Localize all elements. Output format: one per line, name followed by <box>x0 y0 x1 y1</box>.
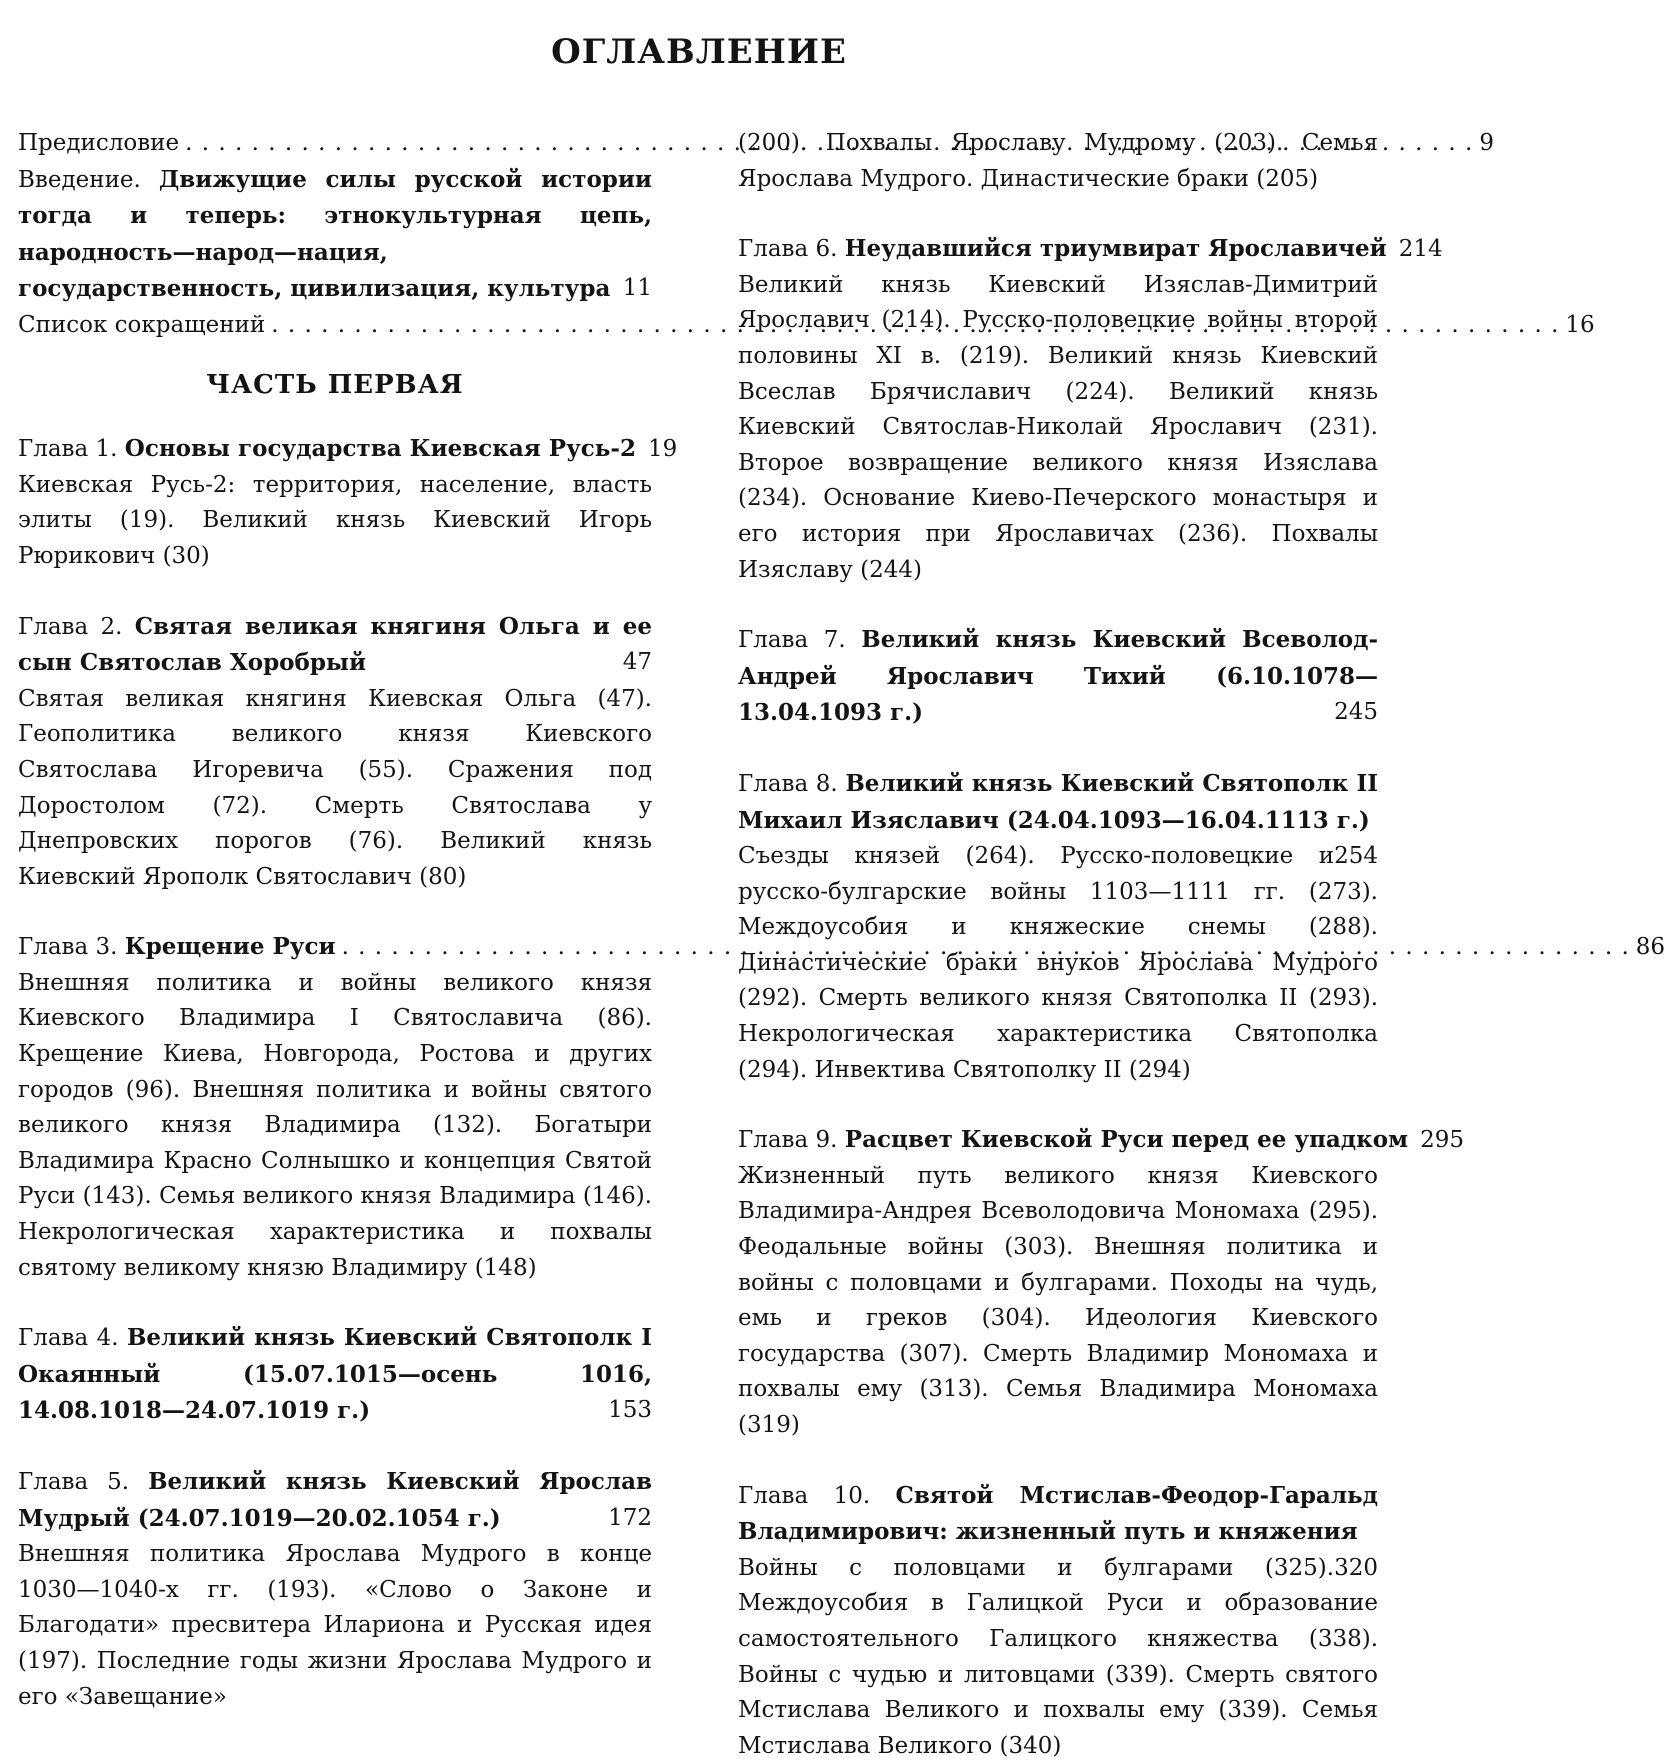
page-number: 86 <box>1635 934 1665 961</box>
toc-entry-chapter-5[interactable] <box>18 1464 652 1715</box>
chapter-number: Глава 4. <box>18 1325 119 1352</box>
chapter-title: Великий князь Киевский Святополк II Михаил Изяславич (24.04.1093—16.04.1113 г.) <box>738 769 1378 834</box>
chapter-description: Внешняя политика Ярослава Мудрого в конце 1030—1040-х гг. (193). «Слово о Законе и Благодати» пресвитера Илариона и Русская идея (197). Последние годы жизни Ярослава Мудрого и его «Завещание» <box>18 1541 652 1710</box>
toc-entry-abbreviations[interactable] <box>18 308 1595 344</box>
page-number: 19 <box>647 436 678 463</box>
page-number: 295 <box>1420 1127 1464 1154</box>
toc-entry-chapter-1[interactable] <box>18 431 678 574</box>
page-number: 320 <box>1334 1554 1378 1581</box>
page-number: 254 <box>1334 843 1378 870</box>
entry-title: Движущие силы русской истории тогда и теперь: этнокультурная цепь, народность—народ—нация, государственность, цивилизация, культура <box>18 165 652 303</box>
chapter-title: Великий князь Киевский Всеволод-Андрей Ярославич Тихий (6.10.1078—13.04.1093 г.) <box>738 626 1379 727</box>
entry-label: Список сокращений <box>18 311 266 338</box>
chapter-number: Глава 5. <box>18 1469 130 1495</box>
chapter-title: Святая великая княгиня Ольга и ее сын Святослав Хоробрый <box>18 612 652 677</box>
toc-entry-chapter-2[interactable] <box>18 609 652 896</box>
chapter-title: Расцвет Киевской Руси перед ее упадком <box>844 1126 1409 1154</box>
chapter-number: Глава 3. <box>18 934 118 961</box>
page-number: 47 <box>622 649 652 676</box>
page-number: 9 <box>1479 130 1494 156</box>
chapter-number: Глава 9. <box>738 1127 838 1154</box>
page-number: 172 <box>608 1504 652 1531</box>
toc-entry-chapter-9[interactable] <box>738 1122 1464 1443</box>
toc-entry-chapter-7[interactable] <box>738 622 1378 732</box>
chapter-number: Глава 10. <box>738 1482 871 1509</box>
page-number: 245 <box>1334 699 1378 726</box>
chapter-description: Съезды князей (264). Русско-половецкие и русско-булгарские войны 1103—1111 гг. (273). Междоусобия и княжеские снемы (288). Династические браки внуков Ярослава Мудрого (292). Смерть великого князя Святополка II (293). Некрологическая характеристика Святополка (294). Инвектива Святополку II (294) <box>738 843 1378 1083</box>
chapter-description: Киевская Русь-2: территория, население, власть элиты (19). Великий князь Киевский Игорь Рюрикович (30) <box>18 471 652 569</box>
page-number: 153 <box>608 1397 652 1424</box>
chapter-number: Глава 2. <box>18 613 123 640</box>
chapter-description: (200). Похвалы Ярославу Мудрому (203). Семья Ярослава Мудрого. Династические браки (205) <box>738 130 1378 192</box>
chapter-title: Крещение Руси <box>124 933 336 961</box>
page-number: 214 <box>1398 236 1443 263</box>
chapter-number: Глава 7. <box>738 627 846 654</box>
page-number: 16 <box>1565 311 1595 338</box>
chapter-description: Внешняя политика и войны великого князя Киевского Владимира I Святославича (86). Крещение Киева, Новгорода, Ростова и других городов (96). Внешняя политика и войны святого великого князя Владимира (132). Богатыри Владимира Красно Солнышко и концепция Святой Руси (143). Семья великого князя Владимира (146). Некрологическая характеристика и похвалы святому великому князю Владимиру (148) <box>18 969 652 1281</box>
chapter-number: Глава 1. <box>18 436 118 463</box>
toc-entry-chapter-4[interactable] <box>18 1320 652 1430</box>
page-title: ОГЛАВЛЕНИЕ <box>551 32 847 72</box>
chapter-description: Святая великая княгиня Киевская Ольга (47). Геополитика великого князя Киевского Святослава Игоревича (55). Сражения под Доростолом (72). Смерть Святослава у Днепровских порогов (76). Великий князь Киевский Ярополк Святославич (80) <box>18 685 652 890</box>
chapter-number: Глава 8. <box>738 770 838 797</box>
chapter-title: Великий князь Киевский Ярослав Мудрый (24.07.1019—20.02.1054 г.) <box>18 1468 653 1532</box>
toc-entry-chapter-6[interactable] <box>738 231 1443 588</box>
toc-entry-chapter-10[interactable] <box>738 1478 1378 1764</box>
chapter-title: Основы государства Киевская Русь-2 <box>124 435 636 463</box>
entry-label: Введение. <box>18 166 159 193</box>
chapter-description: Жизненный путь великого князя Киевского Владимира-Андрея Всеволодовича Мономаха (295). Феодальные войны (303). Внешняя политика и войны с половцами и булгарами. Походы на чудь, емь и греков (304). Идеология Киевского государства (307). Смерть Владимир Мономаха и похвалы ему (313). Семья Владимира Мономаха (319) <box>738 1162 1378 1438</box>
chapter-number: Глава 6. <box>738 236 838 263</box>
toc-entry-introduction[interactable] <box>18 162 652 308</box>
chapter-description: Войны с половцами и булгарами (325). Междоусобия в Галицкой Руси и образование самостоятельного Галицкого княжества (338). Войны с чудью и литовцами (339). Смерть святого Мстислава Великого и похвалы ему (339). Семья Мстислава Великого (340) <box>738 1554 1378 1759</box>
chapter-title: Неудавшийся триумвират Ярославичей <box>844 235 1387 263</box>
chapter-title: Великий князь Киевский Святополк I Окаянный (15.07.1015—осень 1016, 14.08.1018—24.07.1019 г.) <box>18 1324 653 1425</box>
toc-entry-chapter-8[interactable] <box>738 766 1378 1088</box>
toc-right-column <box>738 126 1464 1764</box>
chapter-title: Святой Мстислав-Феодор-Гаральд Владимирович: жизненный путь и княжения <box>738 1481 1378 1546</box>
chapter-description: Великий князь Киевский Изяслав-Димитрий Ярославич (214). Русско-половецкие войны второй половины XI в. (219). Великий князь Киевский Всеслав Брячиславич (224). Великий князь Киевский Святослав-Николай Ярославич (231). Второе возвращение великого князя Изяслава (234). Основание Киево-Печерского монастыря и его история при Ярославичах (236). Похвалы Изяславу (244) <box>738 271 1378 583</box>
part-heading: ЧАСТЬ ПЕРВАЯ <box>206 369 464 400</box>
toc-entry-chapter-5-continued <box>738 126 1378 197</box>
page-number: 11 <box>622 275 652 302</box>
entry-label: Предисловие <box>18 130 180 156</box>
